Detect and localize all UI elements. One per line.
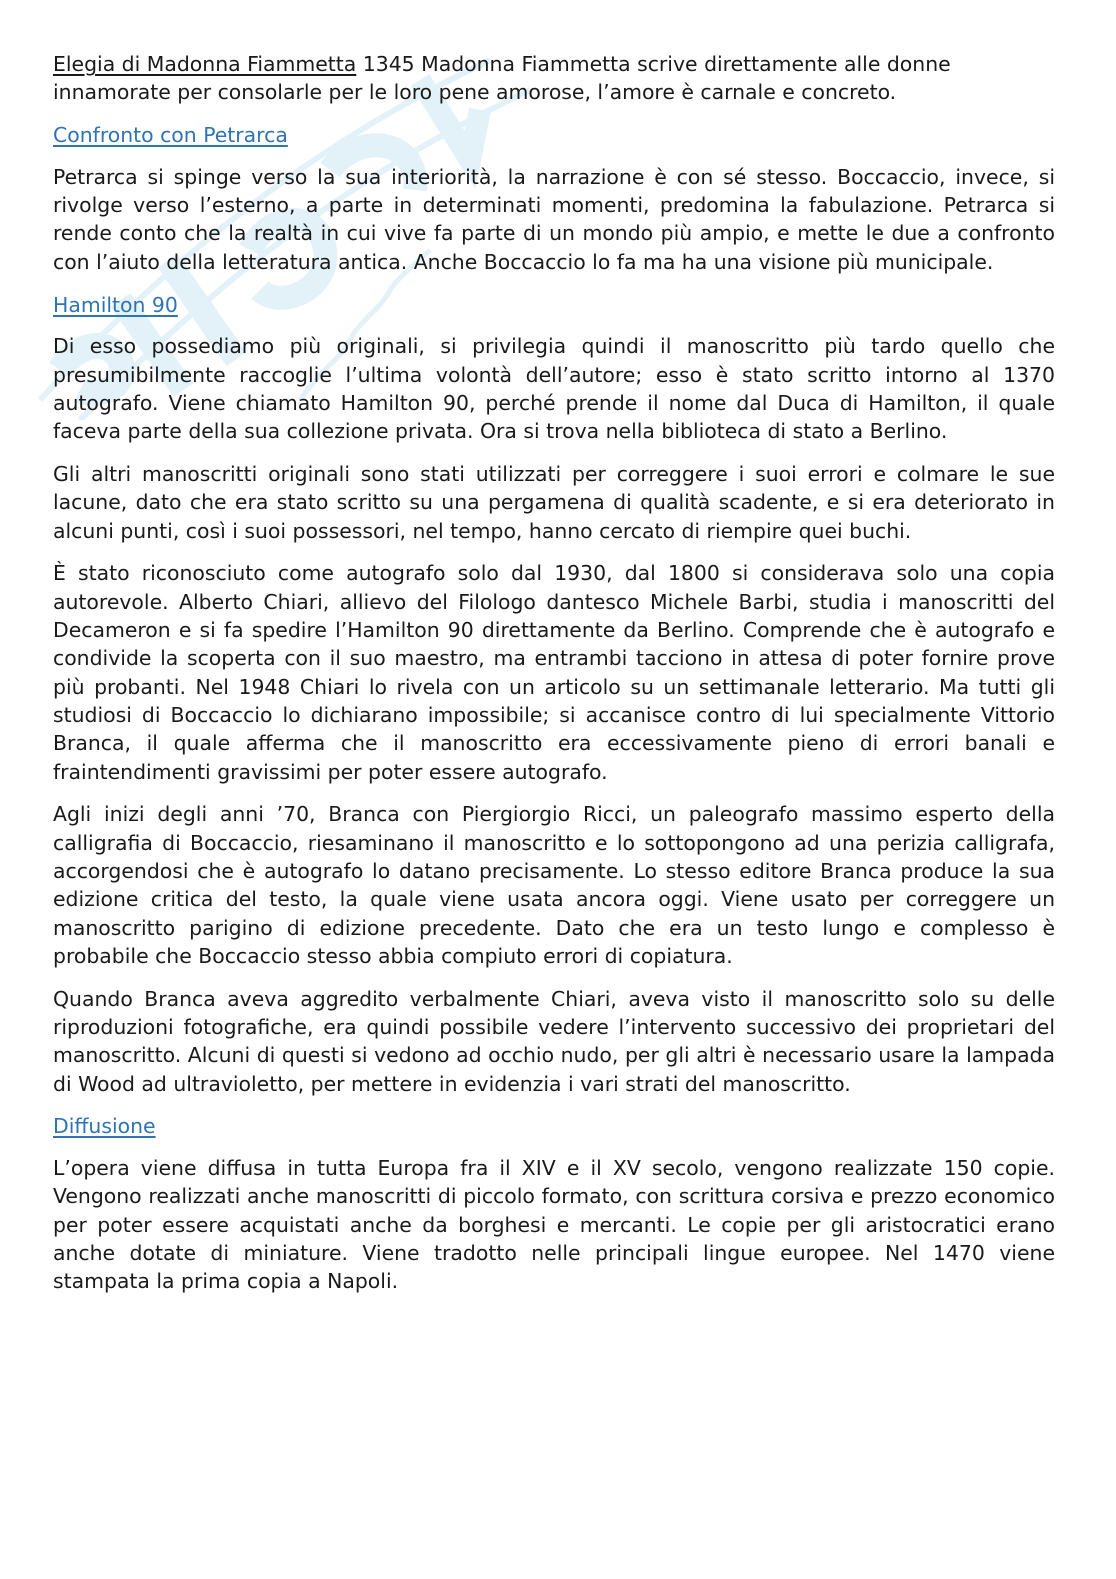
document-page	[53, 50, 1055, 1310]
intro-paragraph	[53, 50, 1055, 107]
heading-link-hamilton[interactable]: Hamilton 90	[53, 292, 178, 317]
section-heading-petrarca	[53, 121, 1055, 149]
heading-link-petrarca[interactable]: Confronto con Petrarca	[53, 123, 288, 148]
heading-link-diffusione[interactable]: Diffusione	[53, 1114, 156, 1139]
paragraph-petrarca-1: Petrarca si spinge verso la sua interiorità, la narrazione è con sé stesso. Boccaccio, invece, si rivolge verso l’esterno, a parte in determinati momenti, predomina la fabulazione. Petrarca si rende conto che la realtà in cui vive fa parte di un mondo più ampio, e mette le due a confronto con l’aiuto della letteratura antica. Anche Boccaccio lo fa ma ha una visione più municipale.	[53, 164, 1055, 274]
intro-title-link[interactable]: Elegia di Madonna Fiammetta	[53, 52, 357, 76]
intro-body: 1345 Madonna Fiammetta scrive direttamente alle donne innamorate per consolarle per le loro pene amorose, l’amore è carnale e concreto.	[53, 52, 951, 105]
paragraph-diffusione-1: L’opera viene diffusa in tutta Europa fra il XIV e il XV secolo, vengono realizzate 150 copie. Vengono realizzati anche manoscritti di piccolo formato, con scrittura corsiva e prezzo economico per poter essere acquistati anche da borghesi e mercanti. Le copie per gli aristocratici erano anche dotate di miniature. Viene tradotto nelle principali lingue europee. Nel 1470 viene stampata la prima copia a Napoli.	[53, 1156, 1055, 1294]
paragraph-hamilton-5: Quando Branca aveva aggredito verbalmente Chiari, aveva visto il manoscritto solo su delle riproduzioni fotografiche, era quindi possibile vedere l’intervento successivo dei proprietari del manoscritto. Alcuni di questi si vedono ad occhio nudo, per gli altri è necessario usare la lampada di Wood ad ultravioletto, per mettere in evidenzia i vari strati del manoscritto.	[53, 986, 1055, 1096]
paragraph-hamilton-4: Agli inizi degli anni ’70, Branca con Piergiorgio Ricci, un paleografo massimo esperto della calligrafia di Boccaccio, riesaminano il manoscritto e lo sottopongono ad una perizia calligrafa, accorgendosi che è autografo lo datano precisamente. Lo stesso editore Branca produce la sua edizione critica del testo, la quale viene usata ancora oggi. Viene usato per correggere un manoscritto parigino di edizione precedente. Dato che era un testo lungo e complesso è probabile che Boccaccio stesso abbia compiuto errori di copiatura.	[53, 802, 1055, 968]
section-heading-hamilton	[53, 291, 1055, 319]
paragraph-hamilton-1: Di esso possediamo più originali, si privilegia quindi il manoscritto più tardo quello che presumibilmente raccoglie l’ultima volontà dell’autore; esso è stato scritto intorno al 1370 autografo. Viene chiamato Hamilton 90, perché prende il nome dal Duca di Hamilton, il quale faceva parte della sua collezione privata. Ora si trova nella biblioteca di stato a Berlino.	[53, 334, 1055, 444]
paragraph-hamilton-2: Gli altri manoscritti originali sono stati utilizzati per correggere i suoi errori e colmare le sue lacune, dato che era stato scritto su una pergamena di qualità scadente, e si era deteriorato in alcuni punti, così i suoi possessori, nel tempo, hanno cercato di riempire quei buchi.	[53, 462, 1055, 543]
section-heading-diffusione	[53, 1112, 1055, 1140]
paragraph-hamilton-3: È stato riconosciuto come autografo solo dal 1930, dal 1800 si considerava solo una copia autorevole. Alberto Chiari, allievo del Filologo dantesco Michele Barbi, studia i manoscritti del Decameron e si fa spedire l’Hamilton 90 direttamente da Berlino. Comprende che è autografo e condivide la scoperta con il suo maestro, ma entrambi tacciono in attesa di poter fornire prove più probanti. Nel 1948 Chiari lo rivela con un articolo su un settimanale letterario. Ma tutti gli studiosi di Boccaccio lo dichiarano impossibile; si accanisce contro di lui specialmente Vittorio Branca, il quale afferma che il manoscritto era eccessivamente pieno di errori banali e fraintendimenti gravissimi per poter essere autografo.	[53, 561, 1055, 784]
